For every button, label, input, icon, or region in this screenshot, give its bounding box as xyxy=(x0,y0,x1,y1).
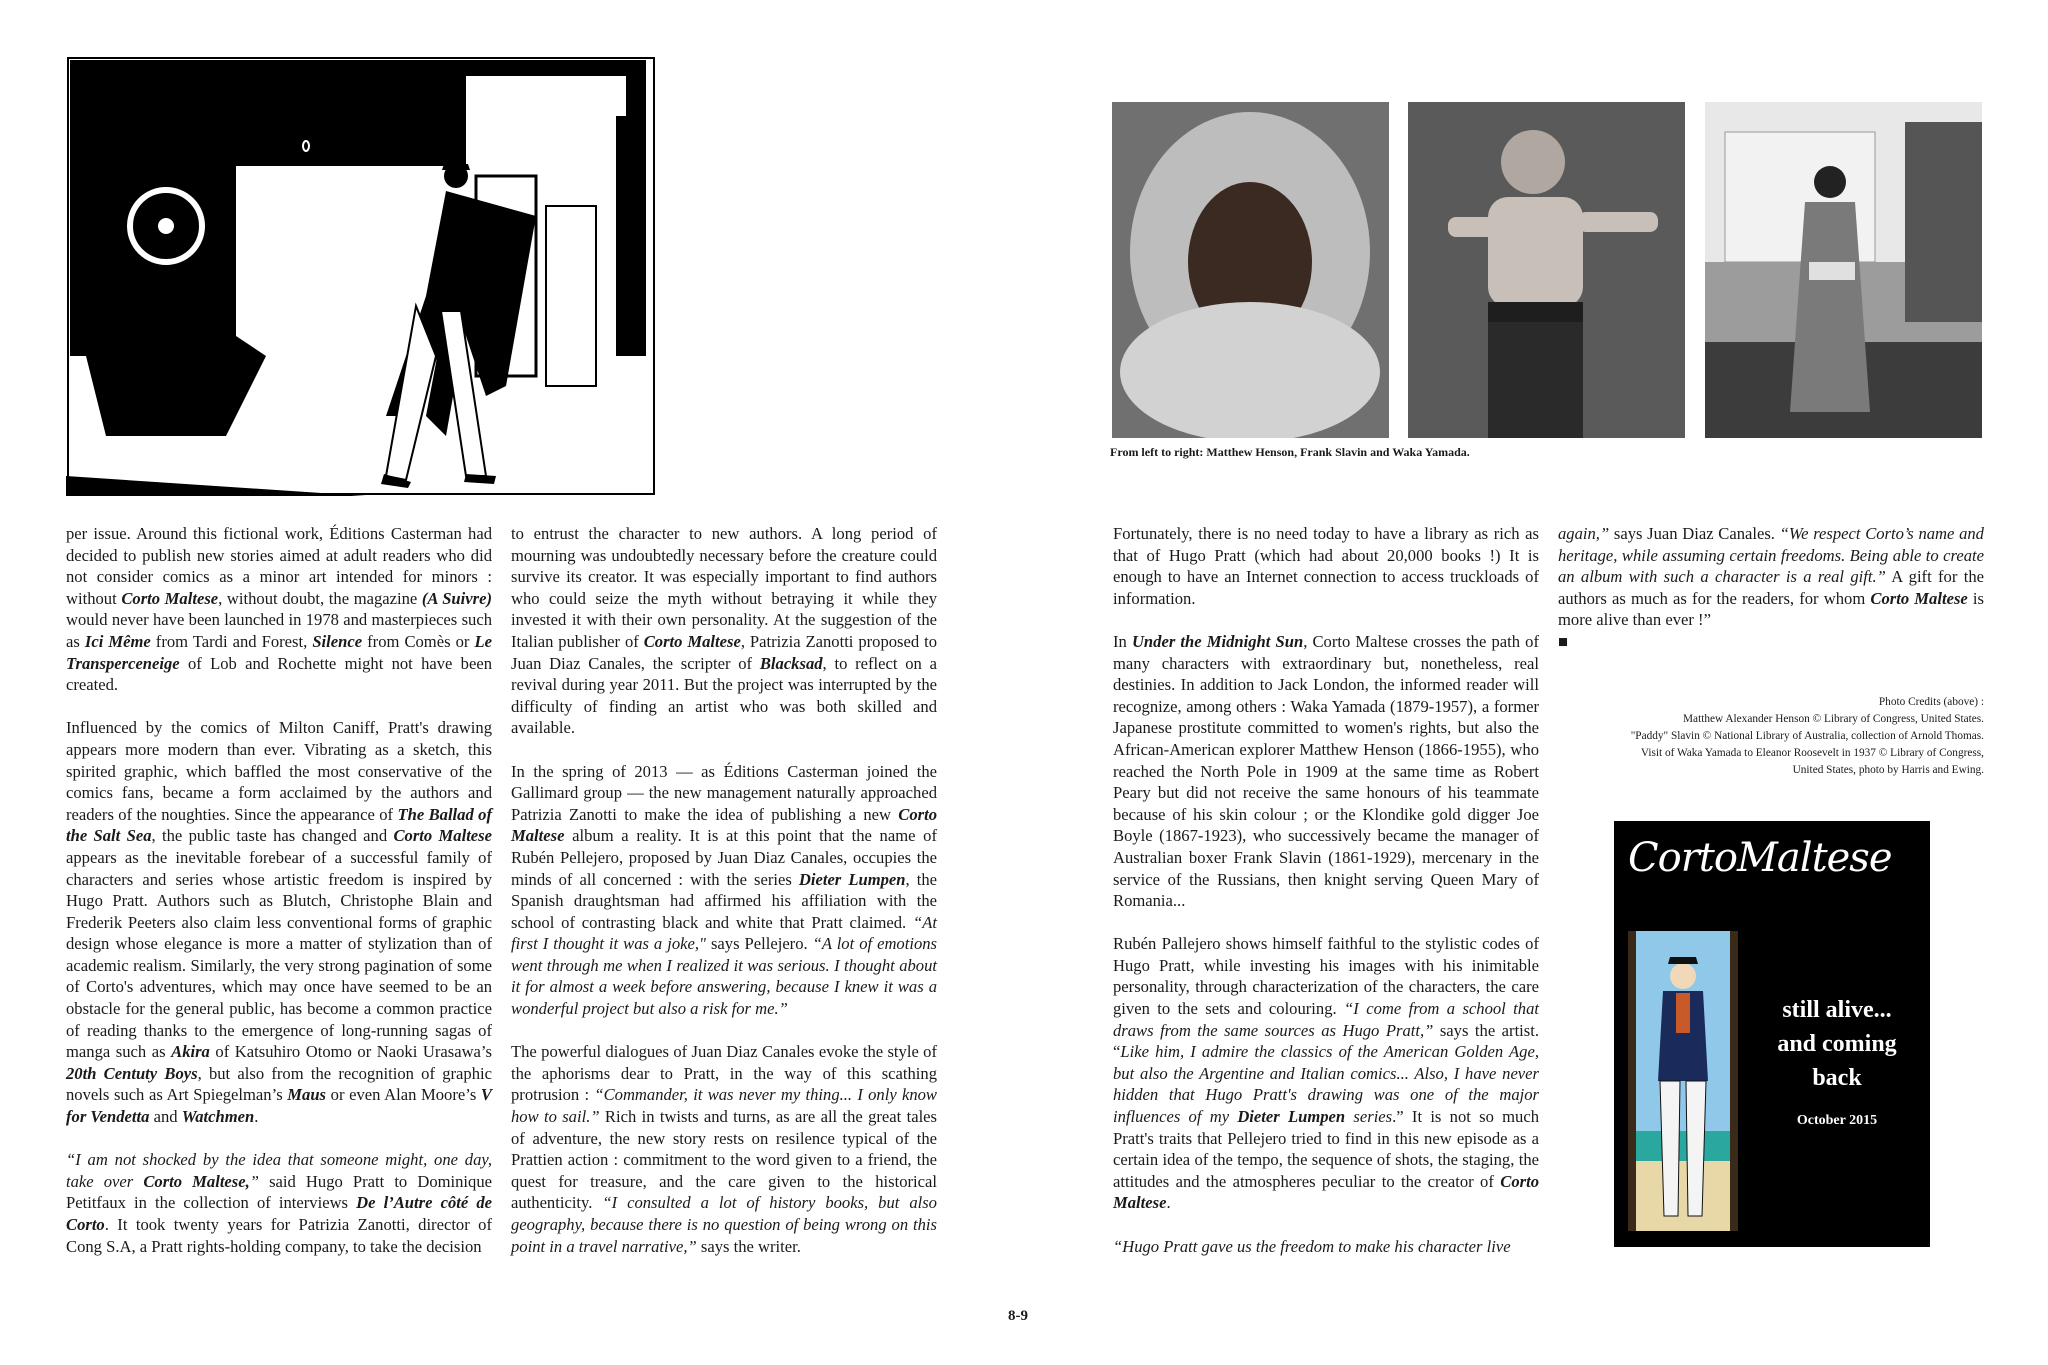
col1-paragraph-2: Influenced by the comics of Milton Caniff, Pratt's drawing appears more modern than ever. Vibrating as a sketch, this spirited graphic, which baffled the most conservative of the comics fans, became a form acclaimed by the authors and readers of the noughties. Since the appearance of The Ballad of the Salt Sea, the public taste has changed and Corto Maltese appears as the inevitable forebear of a successful family of characters and series whose artistic freedom is inspired by Hugo Pratt. Authors such as Blutch, Christophe Blain and Frederik Peeters also claim less conventional forms of graphic design whose elegance is more a matter of stylization than of academic realism. Similarly, the very strong pagination of some of Corto's adventures, which may once have seemed to be an obstacle for the general public, has become a common practice of reading thanks to the emergence of long-running sagas of manga such as Akira of Katsuhiro Otomo or Naoki Urasawa’s 20th Centuty Boys, but also from the recognition of graphic novels such as Art Spiegelman’s Maus or even Alan Moore’s V for Vendetta and Watchmen. xyxy=(66,718,492,1127)
col3-paragraph-4: “Hugo Pratt gave us the freedom to make his character live xyxy=(1113,1236,1511,1256)
poster-date: October 2015 xyxy=(1796,1113,1878,1128)
col3-paragraph-2: In Under the Midnight Sun, Corto Maltese crosses the path of many characters with extraordinary but, nonetheless, real destinies. In addition to Jack London, the informed reader will recognize, among others : Waka Yamada (1879-1957), a former Japanese prostitute committed to women's rights, but also the African-American explorer Matthew Henson (1866-1955), who reached the North Pole in 1909 at the same time as Robert Peary but did not receive the same honours of his teammate because of his skin colour ; or the Klondike gold digger Joe Boyle (1867-1923), who successively became the manager of Australian boxer Frank Slavin (1861-1929), mercenary in the service of the Russians, then knight serving Queen Mary of Romania... xyxy=(1113,631,1539,911)
photo-caption: From left to right: Matthew Henson, Frank Slavin and Waka Yamada. xyxy=(1110,445,1470,459)
col2-paragraph-2: In the spring of 2013 — as Éditions Casterman joined the Gallimard group — the new management naturally approached Patrizia Zanotti to make the idea of publishing a new Corto Maltese album a reality. It is at this point that the name of Rubén Pellejero, proposed by Juan Diaz Canales, occupies the minds of all concerned : with the series Dieter Lumpen, the Spanish draughtsman had affirmed his affiliation with the school of contrasting black and white that Pratt claimed. “At first I thought it was a joke," says Pellejero. “A lot of emotions went through me when I realized it was serious. I thought about it for almost a week before answering, because I knew it was a wonderful project but also a risk for me.” xyxy=(511,761,937,1019)
kimono-woman-icon xyxy=(1705,102,1982,438)
page-number: 8-9 xyxy=(1008,1308,1028,1324)
article-column-1 xyxy=(66,523,492,1257)
photo-credits xyxy=(1500,694,1984,779)
photo-matthew-henson xyxy=(1112,102,1389,438)
end-mark-icon: ■ xyxy=(1558,631,1569,651)
corto-maltese-poster xyxy=(1614,821,1930,1247)
credits-heading: Photo Credits (above) : xyxy=(1878,696,1984,708)
photo-frank-slavin xyxy=(1408,102,1685,438)
poster-logo: CortoMaltese xyxy=(1628,835,1892,881)
article-column-2 xyxy=(511,523,937,1257)
sailor-illustration-icon xyxy=(1628,931,1738,1231)
credits-line: Matthew Alexander Henson © Library of Congress, United States. xyxy=(1683,713,1984,725)
col4-paragraph-1: again,” says Juan Diaz Canales. “We respect Corto’s name and heritage, while assuming certain freedoms. Being able to create an album with such a character is a real gift.” A gift for the authors as much as for the readers, for whom Corto Maltese is more alive than ever !” ■ xyxy=(1558,524,1985,651)
col2-paragraph-3: The powerful dialogues of Juan Diaz Canales evoke the style of the aphorisms dear to Pratt, in the way of this scathing protrusion : “Commander, it was never my thing... I only know how to sail.” Rich in twists and turns, as are all the great tales of adventure, the new story rests on resilence typical of the Prattien action : commitment to the word given to a friend, the quest for treasure, and the care given to the historical authenticity. “I consulted a lot of history books, but also geography, because there is no question of being wrong on this point in a travel narrative,” says the writer. xyxy=(511,1042,938,1256)
ink-drawing-sailor-icon xyxy=(66,56,656,496)
ink-illustration xyxy=(66,56,656,496)
credits-line: "Paddy" Slavin © National Library of Australia, collection of Arnold Thomas. xyxy=(1630,730,1984,742)
col3-paragraph-3: Rubén Pallejero shows himself faithful to the stylistic codes of Hugo Pratt, while investing his images with his inimitable personality, through characterization of the characters, the care given to the sets and colouring. “I come from a school that draws from the same sources as Hugo Pratt,” says the artist. “Like him, I admire the classics of the American Golden Age, but also the Argentine and Italian comics... Also, I have never hidden that Hugo Pratt's drawing was one of the major influences of my Dieter Lumpen series.” It is not so much Pratt's traits that Pellejero tried to find in this new episode as a certain idea of the tempo, the sequence of shots, the staging, the attitudes and the atmospheres peculiar to the creator of Corto Maltese. xyxy=(1113,934,1540,1213)
poster-line-2: and coming xyxy=(1777,1031,1897,1057)
fur-hood-portrait-icon xyxy=(1112,102,1389,438)
col1-paragraph-3: “I am not shocked by the idea that someone might, one day, take over Corto Maltese,” said Hugo Pratt to Dominique Petitfaux in the collection of interviews De l’Autre côté de Corto. It took twenty years for Patrizia Zanotti, director of Cong S.A, a Pratt rights-holding company, to take the decision xyxy=(66,1150,492,1256)
photo-waka-yamada xyxy=(1705,102,1982,438)
poster-line-1: still alive... xyxy=(1782,997,1892,1023)
boxer-portrait-icon xyxy=(1408,102,1685,438)
credits-line: United States, photo by Harris and Ewing. xyxy=(1792,764,1984,776)
col1-paragraph-1: per issue. Around this fictional work, Éditions Casterman had decided to publish new stories aimed at adult readers who did not consider comics as a minor art intended for minors : without Corto Maltese, without doubt, the magazine (A Suivre) would never have been launched in 1978 and masterpieces such as Ici Même from Tardi and Forest, Silence from Comès or Le Transperceneige of Lob and Rochette might not have been created. xyxy=(66,524,492,695)
credits-line: Visit of Waka Yamada to Eleanor Roosevelt in 1937 © Library of Congress, xyxy=(1640,747,1984,759)
poster-line-3: back xyxy=(1812,1065,1862,1091)
article-column-4 xyxy=(1558,523,1984,653)
article-column-3 xyxy=(1113,523,1539,1257)
col2-paragraph-1: to entrust the character to new authors. A long period of mourning was undoubtedly necessary before the creature could survive its creator. It was especially important to find authors who could seize the myth without betraying it while they invested it with their own personality. At the suggestion of the Italian publisher of Corto Maltese, Patrizia Zanotti proposed to Juan Diaz Canales, the scripter of Blacksad, to reflect on a revival during year 2011. But the project was interrupted by the difficulty of finding an artist who was both skilled and available. xyxy=(511,524,937,738)
col3-paragraph-1: Fortunately, there is no need today to have a library as rich as that of Hugo Pratt (which had about 20,000 books !) It is enough to have an Internet connection to access truckloads of information. xyxy=(1113,524,1539,608)
